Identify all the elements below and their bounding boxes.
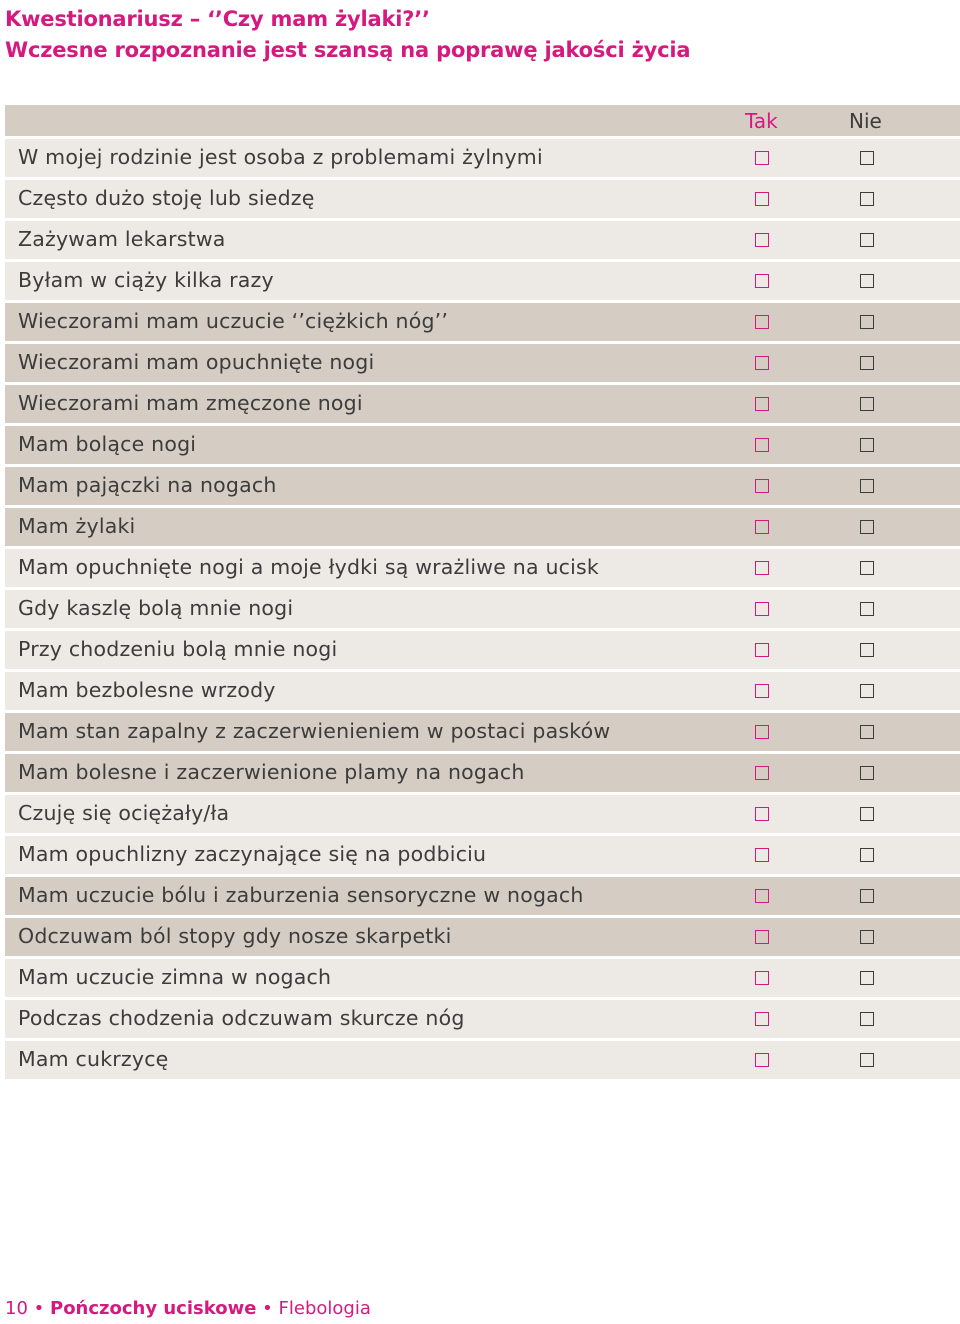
table-row: [5, 1041, 960, 1082]
table-row: [5, 385, 960, 426]
question-label: Mam opuchlizny zaczynające się na podbiciu: [18, 842, 487, 866]
checkbox-tak[interactable]: [755, 725, 769, 739]
question-label: Mam pajączki na nogach: [18, 473, 277, 497]
question-label: Czuję się ociężały/ła: [18, 801, 230, 825]
question-label: Mam cukrzycę: [18, 1047, 169, 1071]
checkbox-tak[interactable]: [755, 930, 769, 944]
footer-separator-1: •: [33, 1298, 45, 1319]
question-label: Wieczorami mam zmęczone nogi: [18, 391, 363, 415]
checkbox-nie[interactable]: [860, 520, 874, 534]
table-row: [5, 1000, 960, 1041]
table-row: [5, 836, 960, 877]
checkbox-tak[interactable]: [755, 356, 769, 370]
checkbox-tak[interactable]: [755, 971, 769, 985]
table-row: [5, 877, 960, 918]
question-label: Gdy kaszlę bolą mnie nogi: [18, 596, 294, 620]
table-row: [5, 344, 960, 385]
question-label: Mam opuchnięte nogi a moje łydki są wrażliwe na ucisk: [18, 555, 599, 579]
checkbox-nie[interactable]: [860, 315, 874, 329]
checkbox-nie[interactable]: [860, 766, 874, 780]
checkbox-nie[interactable]: [860, 602, 874, 616]
checkbox-nie[interactable]: [860, 397, 874, 411]
checkbox-nie[interactable]: [860, 848, 874, 862]
column-header-tak: Tak: [745, 109, 778, 133]
question-label: Odczuwam ból stopy gdy nosze skarpetki: [18, 924, 452, 948]
question-label: Mam bolące nogi: [18, 432, 197, 456]
checkbox-tak[interactable]: [755, 274, 769, 288]
table-row: [5, 795, 960, 836]
questionnaire-table: [5, 105, 960, 1082]
checkbox-tak[interactable]: [755, 151, 769, 165]
question-label: Mam uczucie bólu i zaburzenia sensoryczne w nogach: [18, 883, 584, 907]
checkbox-tak[interactable]: [755, 315, 769, 329]
checkbox-nie[interactable]: [860, 438, 874, 452]
checkbox-nie[interactable]: [860, 643, 874, 657]
question-label: Byłam w ciąży kilka razy: [18, 268, 274, 292]
table-row: [5, 180, 960, 221]
checkbox-tak[interactable]: [755, 233, 769, 247]
checkbox-nie[interactable]: [860, 684, 874, 698]
title-line-2: Wczesne rozpoznanie jest szansą na poprawę jakości życia: [5, 38, 691, 62]
table-row: [5, 139, 960, 180]
table-row: [5, 959, 960, 1000]
question-label: Wieczorami mam uczucie ‘’ciężkich nóg’’: [18, 309, 449, 333]
question-label: Mam bezbolesne wrzody: [18, 678, 276, 702]
footer-topic: Flebologia: [278, 1298, 371, 1319]
checkbox-tak[interactable]: [755, 807, 769, 821]
checkbox-tak[interactable]: [755, 602, 769, 616]
page-number: 10: [5, 1298, 28, 1319]
checkbox-tak[interactable]: [755, 1053, 769, 1067]
question-label: Wieczorami mam opuchnięte nogi: [18, 350, 375, 374]
checkbox-tak[interactable]: [755, 438, 769, 452]
table-row: [5, 508, 960, 549]
question-label: Często dużo stoję lub siedzę: [18, 186, 315, 210]
checkbox-nie[interactable]: [860, 274, 874, 288]
checkbox-nie[interactable]: [860, 479, 874, 493]
table-body: [5, 139, 960, 1082]
question-label: Mam uczucie zimna w nogach: [18, 965, 332, 989]
checkbox-nie[interactable]: [860, 233, 874, 247]
question-label: Podczas chodzenia odczuwam skurcze nóg: [18, 1006, 465, 1030]
table-row: [5, 467, 960, 508]
checkbox-tak[interactable]: [755, 397, 769, 411]
column-header-nie: Nie: [849, 109, 882, 133]
table-row: [5, 303, 960, 344]
table-row: [5, 549, 960, 590]
footer-section: Pończochy uciskowe: [50, 1298, 257, 1319]
checkbox-nie[interactable]: [860, 192, 874, 206]
table-row: [5, 631, 960, 672]
checkbox-nie[interactable]: [860, 889, 874, 903]
checkbox-nie[interactable]: [860, 151, 874, 165]
checkbox-tak[interactable]: [755, 848, 769, 862]
question-label: Mam bolesne i zaczerwienione plamy na nogach: [18, 760, 525, 784]
checkbox-tak[interactable]: [755, 192, 769, 206]
question-label: Zażywam lekarstwa: [18, 227, 226, 251]
checkbox-nie[interactable]: [860, 971, 874, 985]
table-row: [5, 426, 960, 467]
checkbox-nie[interactable]: [860, 807, 874, 821]
table-row: [5, 221, 960, 262]
question-label: Przy chodzeniu bolą mnie nogi: [18, 637, 338, 661]
checkbox-nie[interactable]: [860, 1053, 874, 1067]
table-row: [5, 590, 960, 631]
table-row: [5, 262, 960, 303]
checkbox-tak[interactable]: [755, 479, 769, 493]
table-row: [5, 754, 960, 795]
checkbox-tak[interactable]: [755, 766, 769, 780]
checkbox-nie[interactable]: [860, 930, 874, 944]
table-header: [5, 105, 960, 139]
page-title: [5, 4, 690, 66]
checkbox-tak[interactable]: [755, 1012, 769, 1026]
checkbox-tak[interactable]: [755, 684, 769, 698]
table-row: [5, 713, 960, 754]
checkbox-tak[interactable]: [755, 520, 769, 534]
checkbox-tak[interactable]: [755, 643, 769, 657]
question-label: W mojej rodzinie jest osoba z problemami żylnymi: [18, 145, 543, 169]
checkbox-tak[interactable]: [755, 561, 769, 575]
checkbox-nie[interactable]: [860, 1012, 874, 1026]
checkbox-nie[interactable]: [860, 561, 874, 575]
title-line-1: Kwestionariusz – ‘’Czy mam żylaki?’’: [5, 7, 430, 31]
question-label: Mam stan zapalny z zaczerwienieniem w postaci pasków: [18, 719, 611, 743]
table-row: [5, 918, 960, 959]
question-label: Mam żylaki: [18, 514, 136, 538]
checkbox-nie[interactable]: [860, 725, 874, 739]
table-row: [5, 672, 960, 713]
page-footer: [5, 1296, 371, 1322]
checkbox-tak[interactable]: [755, 889, 769, 903]
footer-separator-2: •: [262, 1298, 273, 1319]
checkbox-nie[interactable]: [860, 356, 874, 370]
